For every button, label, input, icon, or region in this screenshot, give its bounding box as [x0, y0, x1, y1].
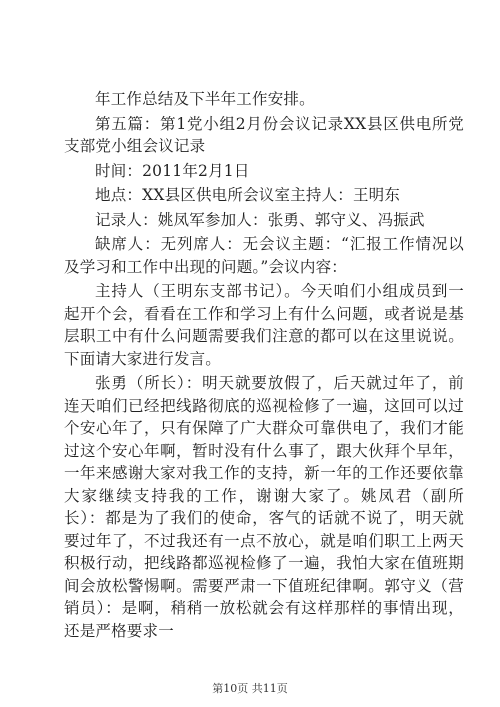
paragraph-meeting-place: 地点：XX县区供电所会议室主持人：王明东 [95, 186, 401, 204]
paragraph-recorder: 记录人：姚凤军参加人：张勇、郭守义、冯振武 [95, 210, 425, 229]
document-body [64, 88, 464, 642]
page-footer: 第10页 共11页 [212, 682, 288, 695]
paragraph-meeting-time: 时间：2011年2月1日 [95, 161, 250, 180]
paragraph-absentees: 缺席人：无列席人：无会议主题：“汇报工作情况以及学习和工作中出现的问题。”会议内容： [64, 235, 464, 276]
paragraph-host-remarks: 主持人（王明东支部书记）。今天咱们小组成员到一起开个会，看看在工作和学习上有什么问题，或者说是基层职工中有什么问题需要我们注意的都可以在这里说说。下面请大家进行发言。 [64, 282, 464, 368]
paragraph-chapter-title: 第五篇：第1党小组2月份会议记录XX县区供电所党支部党小组会议记录 [64, 114, 464, 155]
paragraph-summary-end: 年工作总结及下半年工作安排。 [95, 90, 315, 108]
paragraph-discussion: 张勇（所长）：明天就要放假了，后天就过年了，前连天咱们已经把线路彻底的巡视检修了一遍，这回可以过个安心年了，只有保障了广大群众可靠供电了，我们才能过这个安心年啊，暂时没有什么事了，跟大伙拜个早年，一年来感谢大家对我工作的支持，新一年的工作还要依靠大家继续支持我的工作，谢谢大家了。姚凤君（副所长）：都是为了我们的使命，客气的话就不说了，明天就要过年了，不过我还有一点不放心，就是咱们职工上两天积极行动，把线路都巡视检修了一遍，我怕大家在值班期间会放松警惕啊。需要严肃一下值班纪律啊。郭守义（营销员）：是啊，稍稍一放松就会有这样那样的事情出现，还是严格要求一 [64, 374, 464, 640]
